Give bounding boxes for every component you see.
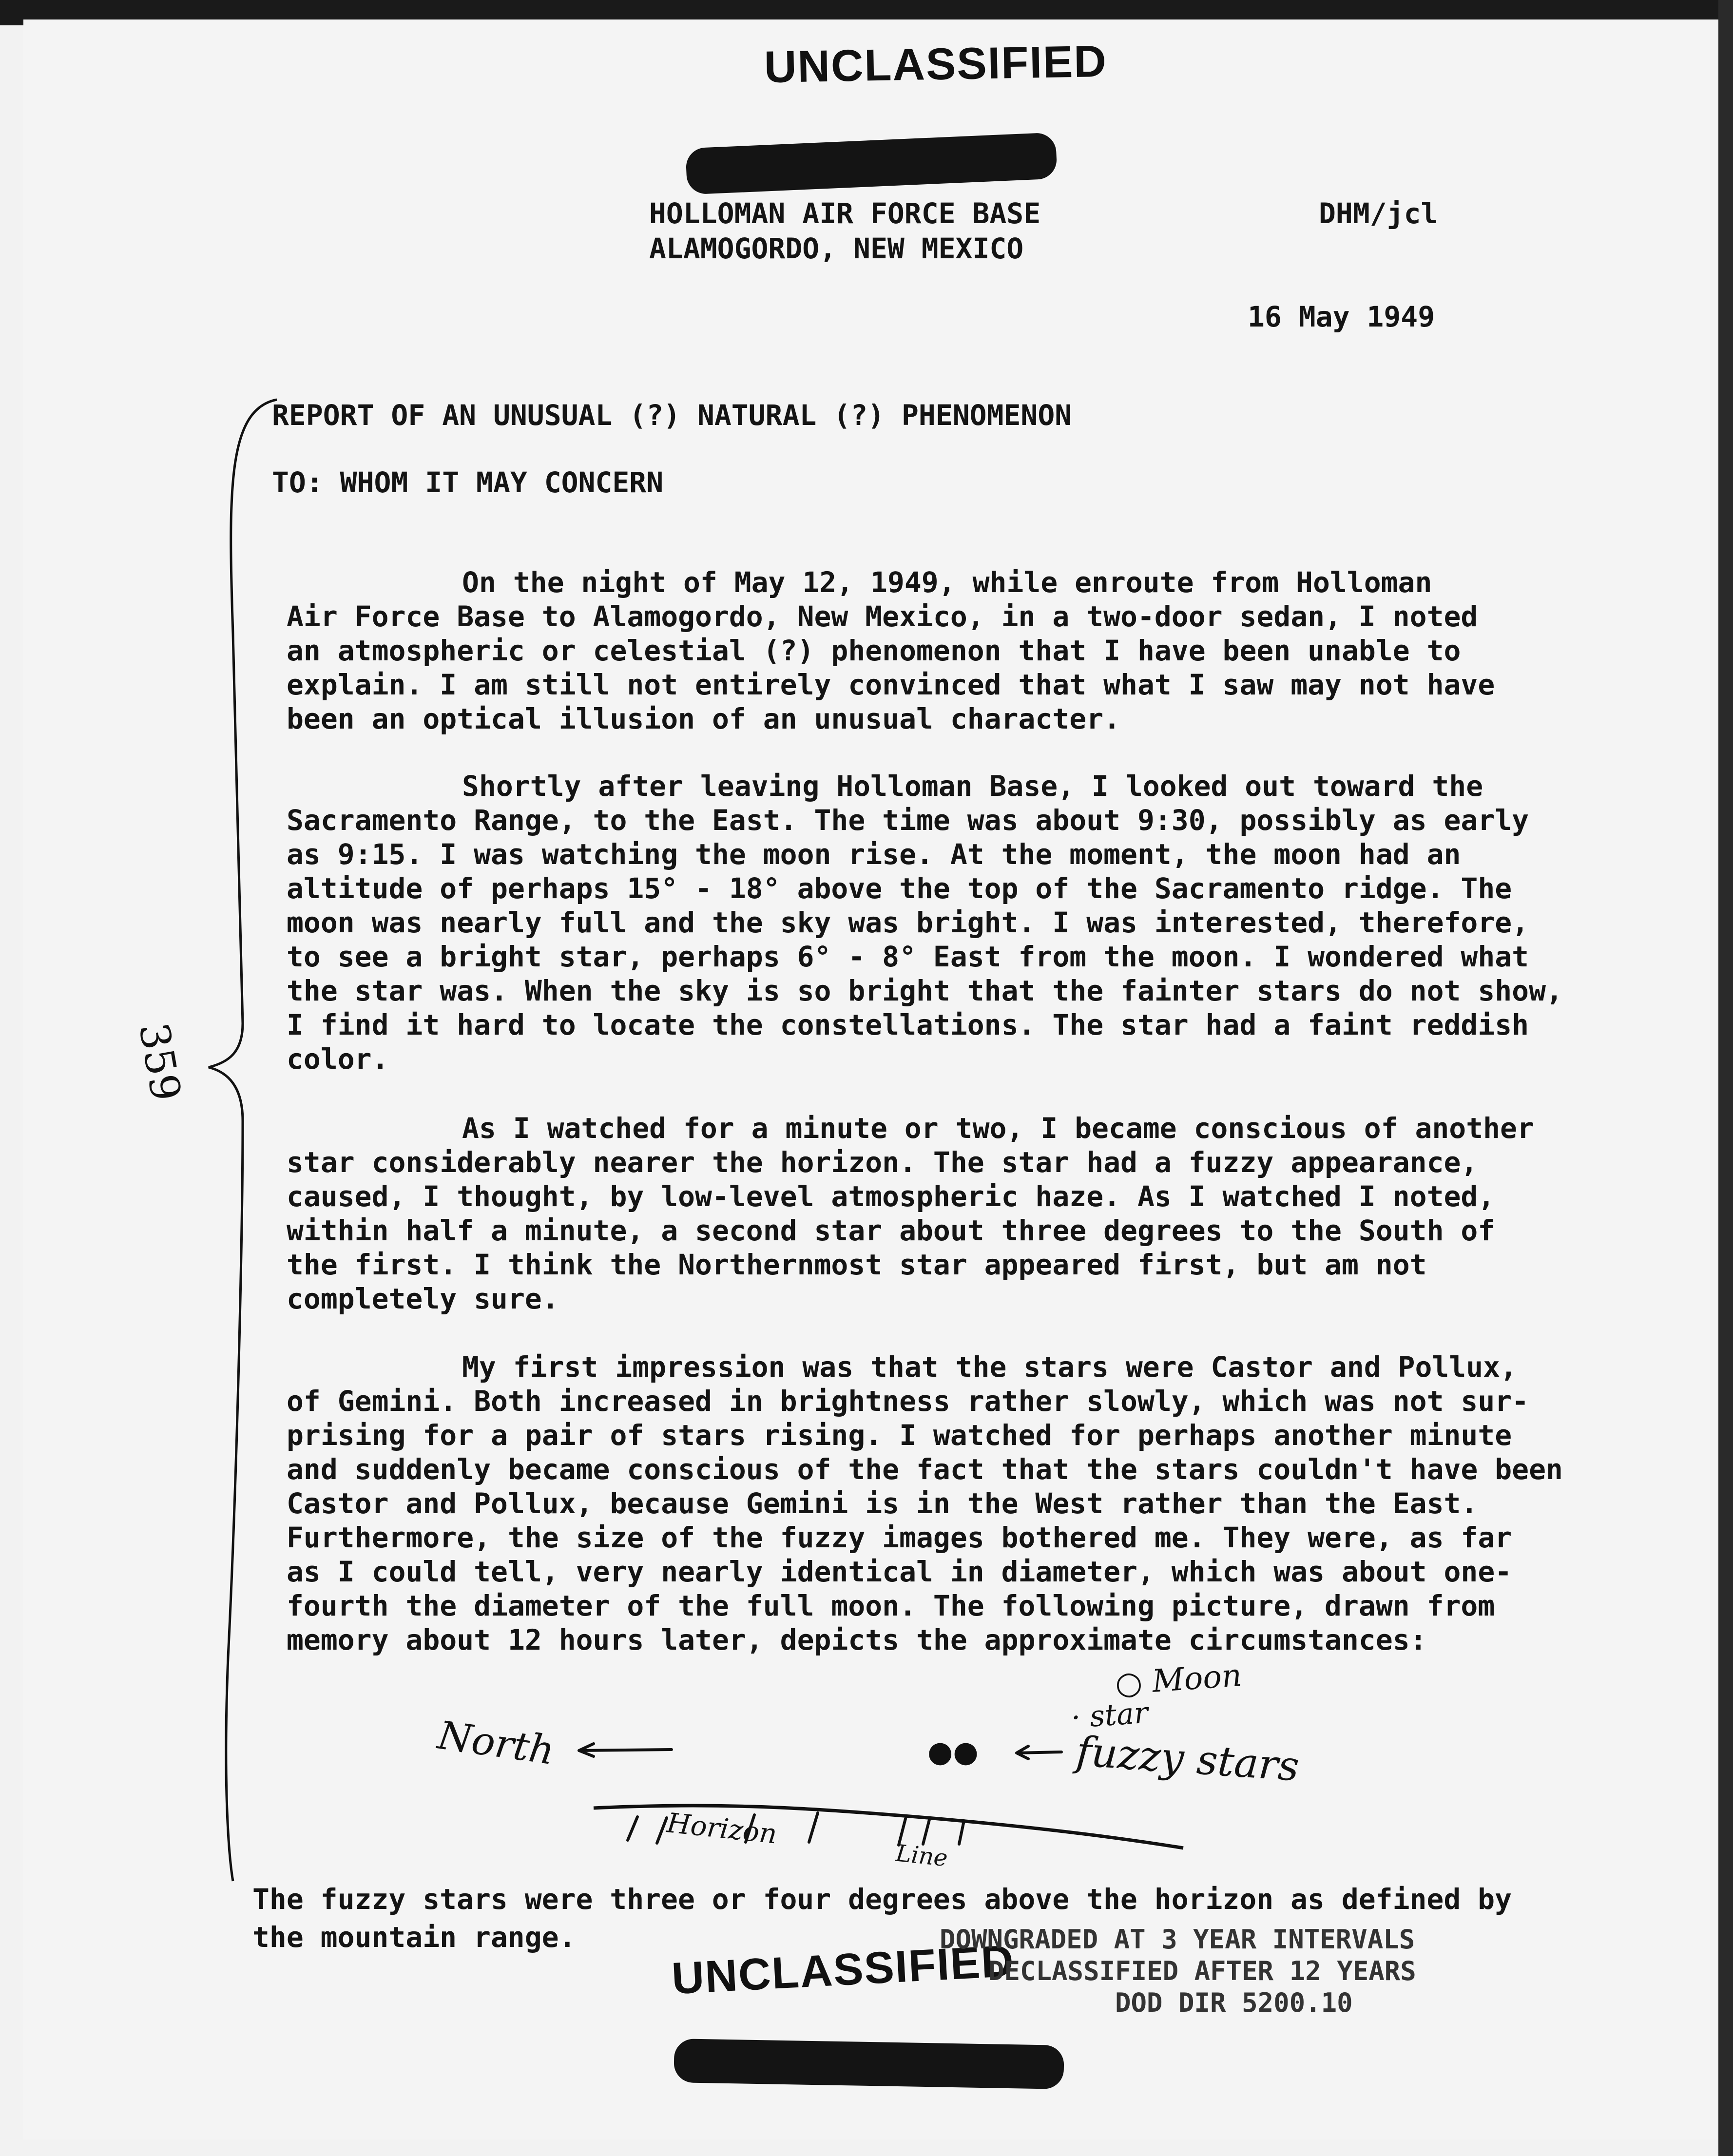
paragraph-4 [287, 1350, 1602, 1657]
paragraph-line: caused, I thought, by low-level atmospheric haze. As I watched I noted, [287, 1180, 1495, 1213]
classification-stamp-top: UNCLASSIFIED [764, 36, 1108, 93]
paragraph-line: Shortly after leaving Holloman Base, I looked out toward the [462, 770, 1483, 803]
redaction-bar-top [685, 132, 1057, 194]
downgrade-line3: DOD DIR 5200.10 [1115, 1987, 1353, 2018]
paragraph-line: color. [287, 1042, 389, 1076]
paragraph-line: completely sure. [287, 1282, 559, 1315]
paragraph-line: Sacramento Range, to the East. The time was about 9:30, possibly as early [287, 804, 1529, 837]
paragraph-line: and suddenly became conscious of the fact that the stars couldn't have been [287, 1453, 1563, 1486]
redaction-bar-bottom [674, 2039, 1064, 2089]
margin-bracket [199, 390, 296, 1891]
paragraph-2 [287, 769, 1602, 1076]
paragraph-line: Furthermore, the size of the fuzzy images bothered me. They were, as far [287, 1521, 1512, 1554]
paragraph-line: explain. I am still not entirely convinced that what I saw may not have [287, 668, 1495, 701]
reference-code: DHM/jcl [1319, 197, 1438, 230]
sketch-star-label: · star [1070, 1695, 1149, 1735]
subject-line: REPORT OF AN UNUSUAL (?) NATURAL (?) PHENOMENON [272, 399, 1072, 432]
paragraph-line: of Gemini. Both increased in brightness rather slowly, which was not sur- [287, 1385, 1529, 1418]
paragraph-line: fourth the diameter of the full moon. The following picture, drawn from [287, 1589, 1495, 1622]
fuzzy-arrow-icon [1013, 1742, 1066, 1762]
downgrade-line2: DECLASSIFIED AFTER 12 YEARS [988, 1956, 1416, 1986]
paragraph-line: to see a bright star, perhaps 6° - 8° East from the moon. I wondered what [287, 940, 1529, 973]
sketch-north-label: North [435, 1712, 558, 1774]
letterhead-line1: HOLLOMAN AIR FORCE BASE [649, 197, 1041, 230]
paragraph-line: Castor and Pollux, because Gemini is in the West rather than the East. [287, 1487, 1478, 1520]
north-arrow-icon [574, 1740, 681, 1759]
paragraph-line: within half a minute, a second star about three degrees to the South of [287, 1214, 1495, 1247]
paragraph-line: memory about 12 hours later, depicts the approximate circumstances: [287, 1623, 1427, 1656]
scan-frame-right [1718, 0, 1733, 2156]
paragraph-3 [287, 1111, 1602, 1316]
document-date: 16 May 1949 [1248, 300, 1435, 333]
sketch-moon-label: ○ Moon [1114, 1657, 1243, 1702]
paragraph-line: as I could tell, very nearly identical in diameter, which was about one- [287, 1555, 1512, 1588]
paragraph-line: Air Force Base to Alamogordo, New Mexico, in a two-door sedan, I noted [287, 600, 1478, 633]
classification-stamp-bottom: UNCLASSIFIED [670, 1936, 1016, 2004]
paragraph-line: an atmospheric or celestial (?) phenomenon that I have been unable to [287, 634, 1461, 667]
paragraph-line: The fuzzy stars were three or four degrees above the horizon as defined by [252, 1883, 1512, 1916]
paragraph-line: prising for a pair of stars rising. I watched for perhaps another minute [287, 1419, 1512, 1452]
downgrade-line1: DOWNGRADED AT 3 YEAR INTERVALS [940, 1924, 1415, 1955]
sketch-horizon-label: Horizon [665, 1807, 779, 1850]
paragraph-line: My first impression was that the stars were Castor and Pollux, [462, 1350, 1517, 1384]
letterhead-line2: ALAMOGORDO, NEW MEXICO [649, 232, 1024, 265]
paragraph-line: On the night of May 12, 1949, while enroute from Holloman [462, 566, 1432, 599]
sketch-line-label: Line [894, 1839, 949, 1872]
margin-note: 359 [129, 1019, 191, 1105]
paragraph-line: I find it hard to locate the constellations. The star had a faint reddish [287, 1008, 1529, 1041]
paragraph-line: been an optical illusion of an unusual character. [287, 702, 1121, 735]
to-line: TO: WHOM IT MAY CONCERN [272, 466, 664, 499]
paragraph-line: star considerably nearer the horizon. The star had a fuzzy appearance, [287, 1146, 1478, 1179]
paragraph-line: As I watched for a minute or two, I became conscious of another [462, 1112, 1534, 1145]
sketch-fuzzy-label: fuzzy stars [1075, 1727, 1301, 1790]
paragraph-line: moon was nearly full and the sky was bright. I was interested, therefore, [287, 906, 1529, 939]
paragraph-1 [287, 565, 1602, 736]
sketch-moon-text: Moon [1151, 1657, 1243, 1700]
document-page [23, 19, 1718, 2139]
paragraph-line: the first. I think the Northernmost star appeared first, but am not [287, 1248, 1427, 1281]
paragraph-line: as 9:15. I was watching the moon rise. At the moment, the moon had an [287, 838, 1461, 871]
sketch-star-text: star [1088, 1695, 1149, 1734]
paragraph-line: altitude of perhaps 15° - 18° above the top of the Sacramento ridge. The [287, 872, 1512, 905]
fuzzy-stars-marks: ●● [927, 1735, 979, 1769]
paragraph-line: the mountain range. [252, 1921, 576, 1954]
paragraph-line: the star was. When the sky is so bright that the fainter stars do not show, [287, 974, 1563, 1007]
